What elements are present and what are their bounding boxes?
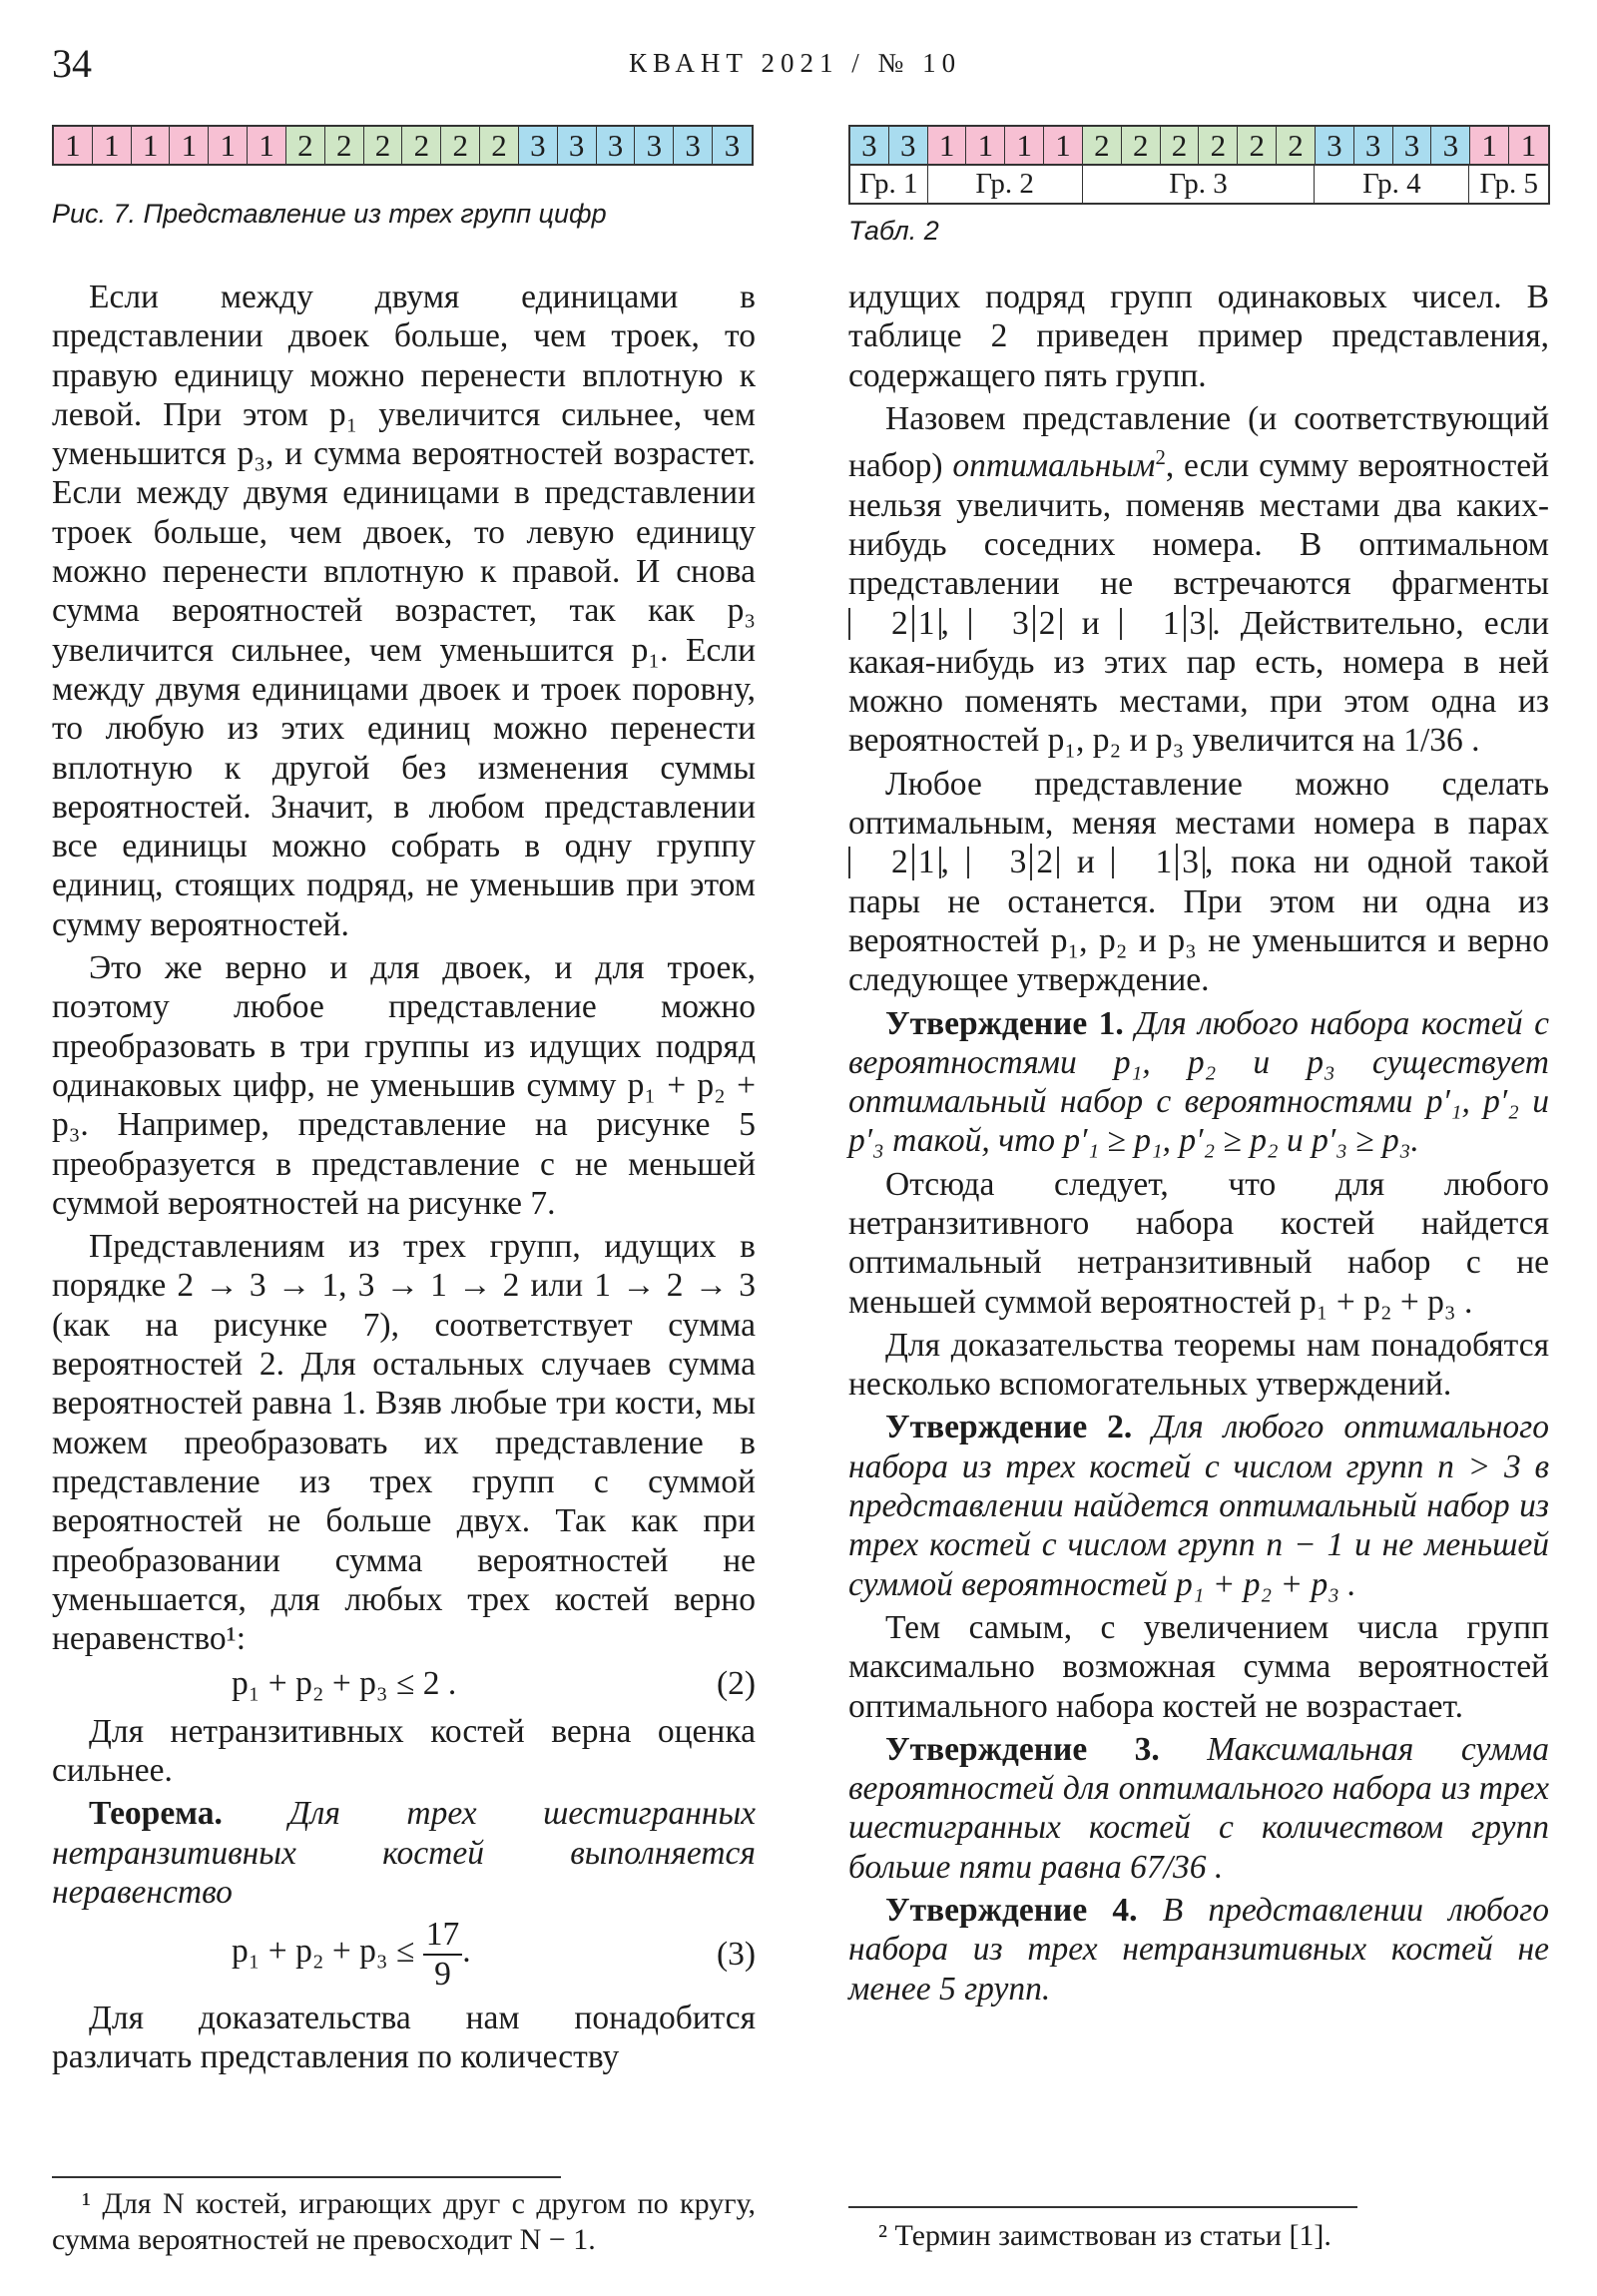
digit-cell: 2 — [1238, 127, 1277, 164]
footnote-divider — [848, 2206, 1357, 2208]
paragraph: Любое представление можно сделать оптимальным, меняя местами номера в парах 2 1 , 3 2 и 1 3 , пока ни одной такой пары не останется. При этом ни одна из вероятностей p₁, p₂ и p₃ не уменьшится и верно следующее утверждение. — [848, 765, 1549, 999]
paragraph-text: . Действительно, если какая-нибудь из этих пар есть, номера в ней можно поменять местами, при этом одна из вероятностей p₁, p₂ и p₃ увеличится на 1/36 . — [848, 604, 1550, 760]
claim-heading: Утверждение 1. — [885, 1004, 1124, 1042]
fragment-digit: 1 — [1162, 604, 1180, 642]
digit-cell: 3 — [1393, 127, 1432, 164]
claim-heading: Утверждение 4. — [885, 1892, 1138, 1930]
right-column — [848, 278, 1549, 2012]
claim-3 — [848, 1730, 1549, 1887]
formula-3-expression: p₁ + p₂ + p₃ ≤ $\frac{17}{9}$ . — [232, 1916, 471, 1993]
fragment-digit: 1 — [1155, 844, 1173, 881]
digit-cell: 1 — [54, 127, 93, 164]
digit-cell: 1 — [1044, 127, 1083, 164]
claim-statement: В представлении любого набора из трех нетранзитивных костей не менее 5 групп. — [848, 1892, 1549, 2008]
digit-cell: 3 — [519, 127, 558, 164]
digit-cell: 3 — [597, 127, 636, 164]
fragment-digit: 3 — [1009, 844, 1027, 881]
footnote-divider — [52, 2176, 561, 2178]
digit-cell: 3 — [558, 127, 597, 164]
claim-statement: Для любого оптимального набора из трех костей с числом групп n > 3 в представлении найдется оптимальный набор из трех костей с числом групп n − 1 и не меньшей суммой вероятностей p₁ + p₂ + p₃ . — [848, 1409, 1549, 1603]
paragraph: Тем самым, с увеличением числа групп максимально возможная сумма вероятностей оптимального набора костей не возрастает. — [848, 1608, 1549, 1725]
digit-cell: 2 — [325, 127, 364, 164]
paragraph: идущих подряд групп одинаковых чисел. В таблице 2 приведен пример представления, содержащего пять групп. — [848, 279, 1549, 394]
claim-4 — [848, 1891, 1549, 2009]
fragment-digit: 3 — [1012, 604, 1029, 642]
theorem-statement: Для трех шестигранных нетранзитивных костей выполняется неравенство — [52, 1795, 757, 1911]
left-column — [52, 278, 756, 2081]
digit-cell: 2 — [1083, 127, 1122, 164]
formula-3-number: (3) — [716, 1936, 756, 1974]
fraction-numerator: 17 — [423, 1918, 463, 1956]
footnote-2: ² Термин заимствован из статьи [1]. — [878, 2219, 1331, 2252]
table-2-group-row — [848, 165, 1550, 205]
formula-3-left: p₁ + p₂ + p₃ ≤ — [232, 1933, 415, 1971]
paragraph-text: , пока ни одной такой пары не останется. При этом ни одна из вероятностей p₁, p₂ и p₃ не уменьшится и верно следующее утверждение. — [848, 844, 1549, 999]
digit-cell: 3 — [635, 127, 674, 164]
paragraph: Для доказательства теоремы нам понадобятся несколько вспомогательных утверждений. — [848, 1326, 1549, 1404]
figure-7-digit-strip — [52, 125, 754, 166]
fragment-digit: 3 — [1184, 605, 1207, 642]
fragment-1-3 — [1112, 844, 1205, 881]
digit-cell: 1 — [1509, 127, 1548, 164]
claim-2 — [848, 1408, 1549, 1603]
paragraph: Для нетранзитивных костей верна оценка сильнее. — [52, 1712, 756, 1789]
table-2-group-cell: Гр. 1 — [850, 165, 928, 203]
claim-statement: Максимальная сумма вероятностей для оптимального набора из трех шестигранных костей с количеством групп больше пяти равна 67/36 . — [848, 1730, 1549, 1886]
table-2-group-cell: Гр. 5 — [1479, 168, 1538, 200]
fragment-digit: 3 — [1176, 844, 1199, 880]
fragment-digit: 2 — [1033, 605, 1056, 642]
table-2-group-cell: Гр. 4 — [1315, 165, 1469, 203]
fragment-digit: 2 — [891, 604, 908, 642]
digit-cell: 3 — [1431, 127, 1470, 164]
fragment-1-3 — [1120, 604, 1213, 642]
fragment-3-2 — [969, 604, 1062, 642]
page-number: 34 — [52, 41, 92, 86]
claim-heading: Утверждение 3. — [885, 1730, 1160, 1768]
paragraph: Если между двумя единицами в представлении двоек больше, чем троек, то правую единицу можно перенести вплотную к левой. При этом p₁ увеличится сильнее, чем уменьшится p₃, и сумма вероятностей возрастет. Если между двумя единицами в представлении троек больше, чем двоек, то левую единицу можно перенести вплотную к правой. И снова сумма вероятностей возрастет, так как p₃ увеличится сильнее, чем уменьшится p₁. Если между двумя единицами двоек и троек поровну, то любую из этих единиц можно перенести вплотную к другой без изменения суммы вероятностей. Значит, в любом представлении все единицы можно собрать в одну группу единиц, стоящих подряд, не уменьшив при этом сумму вероятностей. — [52, 279, 756, 943]
conjunction: и — [1081, 604, 1100, 642]
formula-2-number: (2) — [716, 1665, 756, 1703]
fragment-digit: 2 — [1030, 844, 1053, 880]
digit-cell: 1 — [93, 127, 132, 164]
digit-cell: 2 — [1277, 127, 1316, 164]
defined-term: оптимальным — [952, 447, 1156, 485]
digit-cell: 3 — [674, 127, 713, 164]
running-head: КВАНТ 2021 / № 10 — [629, 48, 962, 78]
digit-cell: 3 — [713, 127, 752, 164]
digit-cell: 1 — [928, 127, 967, 164]
paragraph: Отсюда следует, что для любого нетранзитивного набора костей найдется оптимальный нетранзитивный набор с не меньшей суммой вероятностей p₁ + p₂ + p₃ . — [848, 1165, 1549, 1321]
footnote-mark: 2 — [1155, 446, 1166, 470]
fragment-digit: 1 — [912, 605, 935, 642]
digit-cell: 1 — [248, 127, 286, 164]
paragraph: Для доказательства нам понадобится различать представления по количеству — [52, 2000, 756, 2076]
paragraph-text: Назовем представление (и соответствующий набор) — [848, 399, 1549, 485]
formula-3 — [52, 1918, 756, 1991]
digit-cell: 3 — [1354, 127, 1393, 164]
theorem — [52, 1794, 756, 1912]
claim-heading: Утверждение 2. — [885, 1409, 1133, 1446]
theorem-heading: Теорема. — [89, 1795, 223, 1833]
digit-cell: 2 — [480, 127, 519, 164]
digit-cell: 2 — [286, 127, 325, 164]
digit-cell: 1 — [1470, 127, 1509, 164]
fragment-digit: 1 — [912, 844, 935, 880]
fragment-2-1 — [848, 604, 941, 642]
table-2-caption: Табл. 2 — [848, 216, 939, 246]
fraction-denominator: 9 — [434, 1955, 451, 1993]
table-2-group-cell: Гр. 3 — [1083, 165, 1316, 203]
digit-cell: 2 — [441, 127, 480, 164]
digit-cell: 2 — [1199, 127, 1238, 164]
claim-statement: Для любого набора костей с вероятностями p₁, p₂ и p₃ существует оптимальный набор с вероятностями p′₁, p′₂ и p′₃ такой, что p′₁ ≥ p₁, p′₂ ≥ p₂ и p′₃ ≥ p₃. — [848, 1004, 1549, 1160]
footnote-1: ¹ Для N костей, играющих друг с другом по кругу, сумма вероятностей не превосходит N − 1. — [52, 2187, 756, 2256]
paragraph: Назовем представление (и соответствующий набор) оптимальным$^2$, если сумму вероятностей нельзя увеличить, поменяв местами два каких-нибудь соседних номера. В оптимальном представлении не встречаются фрагменты 2 1 , 3 2 и 1 3 . Действительно, если какая-нибудь из этих пар есть, номера в ней можно поменять местами, при этом одна из вероятностей p₁, p₂ и p₃ увеличится на 1/36 . — [848, 399, 1550, 760]
formula-2 — [52, 1664, 756, 1703]
digit-cell: 3 — [850, 127, 889, 164]
paragraph: Это же верно и для двоек, и для троек, поэтому любое представление можно преобразовать в три группы из идущих подряд одинаковых цифр, не уменьшив сумму p₁ + p₂ + p₃. Например, представление на рисунке 5 преобразуется в представление с не меньшей суммой вероятностей на рисунке 7. — [52, 949, 756, 1222]
fragment-2-1 — [848, 844, 941, 881]
claim-1 — [848, 1004, 1549, 1161]
fraction — [423, 1918, 463, 1991]
figure-7-caption: Рис. 7. Представление из трех групп цифр — [52, 199, 607, 229]
digit-cell: 3 — [1316, 127, 1354, 164]
table-2-group-cell: Гр. 2 — [928, 165, 1083, 203]
digit-cell: 2 — [364, 127, 403, 164]
digit-cell: 1 — [132, 127, 171, 164]
fragment-digit: 2 — [891, 844, 908, 881]
digit-cell: 1 — [170, 127, 209, 164]
paragraph: Представлениям из трех групп, идущих в порядке 2 → 3 → 1, 3 → 1 → 2 или 1 → 2 → 3 (как на рисунке 7), соответствует сумма вероятностей 2. Для остальных случаев сумма вероятностей равна 1. Взяв любые три кости, мы можем преобразовать их представление в представление из трех групп с суммой вероятностей не больше двух. Так как при преобразовании сумма вероятностей не уменьшается, для любых трех костей верно неравенство¹: — [52, 1228, 756, 1658]
fragment-3-2 — [967, 844, 1060, 881]
paragraph-text: , если сумму вероятностей нельзя увеличить, поменяв местами два каких-нибудь соседних номера. В оптимальном представлении не встречаются фрагменты — [848, 447, 1549, 603]
paragraph-text: Любое представление можно сделать оптимальным, меняя местами номера в парах — [848, 765, 1549, 843]
digit-cell: 2 — [402, 127, 441, 164]
digit-cell: 2 — [1122, 127, 1161, 164]
formula-2-expression: p₁ + p₂ + p₃ ≤ 2 . — [232, 1665, 457, 1703]
digit-cell: 2 — [1161, 127, 1200, 164]
digit-cell: 1 — [1005, 127, 1044, 164]
table-2-digit-row — [848, 125, 1550, 166]
digit-cell: 1 — [966, 127, 1005, 164]
digit-cell: 3 — [889, 127, 928, 164]
digit-cell: 1 — [209, 127, 248, 164]
conjunction: и — [1076, 844, 1095, 881]
